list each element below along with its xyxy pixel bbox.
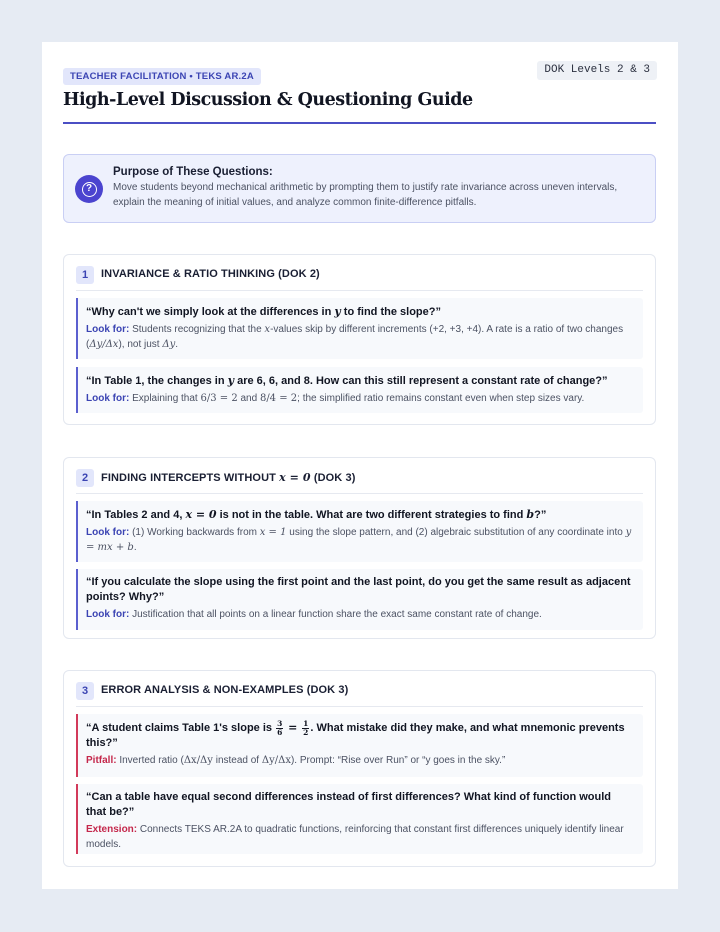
section-header [76, 469, 643, 494]
question-text: “Can a table have equal second differences instead of first differences? What kind of function would that be?” [86, 791, 612, 818]
section-invariance [63, 254, 656, 425]
pitfall-label: Pitfall: [86, 755, 117, 766]
extension-card [76, 784, 643, 854]
look-for-text: Look for: Explaining that 6/3 = 2 and 8/4 = 2; the simplified ratio remains constant even when step sizes vary. [86, 393, 585, 404]
question-circle-icon: ? [75, 175, 103, 203]
look-for-label: Look for: [86, 393, 130, 404]
question-text: “Why can't we simply look at the differences in y to find the slope?” [86, 305, 441, 318]
title-divider [63, 122, 656, 124]
facilitation-tag: TEACHER FACILITATION • TEKS AR.2A [63, 68, 261, 85]
question-text: “In Tables 2 and 4, x = 0 is not in the table. What are two different strategies to find b?” [86, 508, 547, 521]
section-number: 1 [76, 266, 94, 284]
question-card [76, 501, 643, 562]
question-text: “A student claims Table 1's slope is $\frac{3}{6}$ = $\frac{1}{2}$ . What mistake did they make, and what mnemonic prevents this?” [86, 718, 625, 749]
question-text: “In Table 1, the changes in y are 6, 6, and 8. How can this still represent a constant rate of change?” [86, 374, 608, 387]
section-number: 2 [76, 469, 94, 487]
dok-badge: DOK Levels 2 & 3 [537, 61, 657, 80]
question-card [76, 367, 643, 413]
look-for-label: Look for: [86, 324, 130, 335]
section-intercepts [63, 457, 656, 639]
look-for-text: Look for: Justification that all points on a linear function share the exact same constant rate of change. [86, 609, 542, 620]
question-card [76, 569, 643, 630]
section-error-analysis [63, 670, 656, 867]
look-for-text: Look for: (1) Working backwards from x = 1 using the slope pattern, and (2) algebraic substitution of any coordinate into y = mx + b. [86, 527, 632, 553]
look-for-label: Look for: [86, 609, 130, 620]
guide-page [42, 42, 678, 889]
pitfall-card [76, 714, 643, 777]
section-title: FINDING INTERCEPTS WITHOUT x = 0 (DOK 3) [101, 471, 356, 484]
question-text: “If you calculate the slope using the first point and the last point, do you get the same result as adjacent points? Why?” [86, 576, 631, 603]
purpose-title: Purpose of These Questions: [113, 166, 273, 178]
section-number: 3 [76, 682, 94, 700]
purpose-body: Move students beyond mechanical arithmetic by prompting them to justify rate invariance across uneven intervals, explain the meaning of initial values, and analyze common finite-difference pitfalls. [113, 182, 618, 208]
section-title: INVARIANCE & RATIO THINKING (DOK 2) [101, 268, 320, 280]
page-title: High-Level Discussion & Questioning Guide [63, 90, 473, 110]
purpose-callout [63, 154, 656, 223]
section-title: ERROR ANALYSIS & NON-EXAMPLES (DOK 3) [101, 684, 349, 696]
look-for-text: Look for: Students recognizing that the x-values skip by different increments (+2, +3, +4). A rate is a ratio of two changes (Δy/Δx), not just Δy. [86, 324, 624, 350]
look-for-label: Look for: [86, 527, 130, 538]
extension-label: Extension: [86, 824, 138, 835]
extension-text: Extension: Connects TEKS AR.2A to quadratic functions, reinforcing that constant first differences uniquely identify linear models. [86, 824, 624, 850]
question-card [76, 298, 643, 359]
section-header [76, 266, 643, 291]
pitfall-text: Pitfall: Inverted ratio (Δx/Δy instead of Δy/Δx). Prompt: “Rise over Run” or “y goes in the sky.” [86, 755, 506, 766]
section-header [76, 682, 643, 707]
